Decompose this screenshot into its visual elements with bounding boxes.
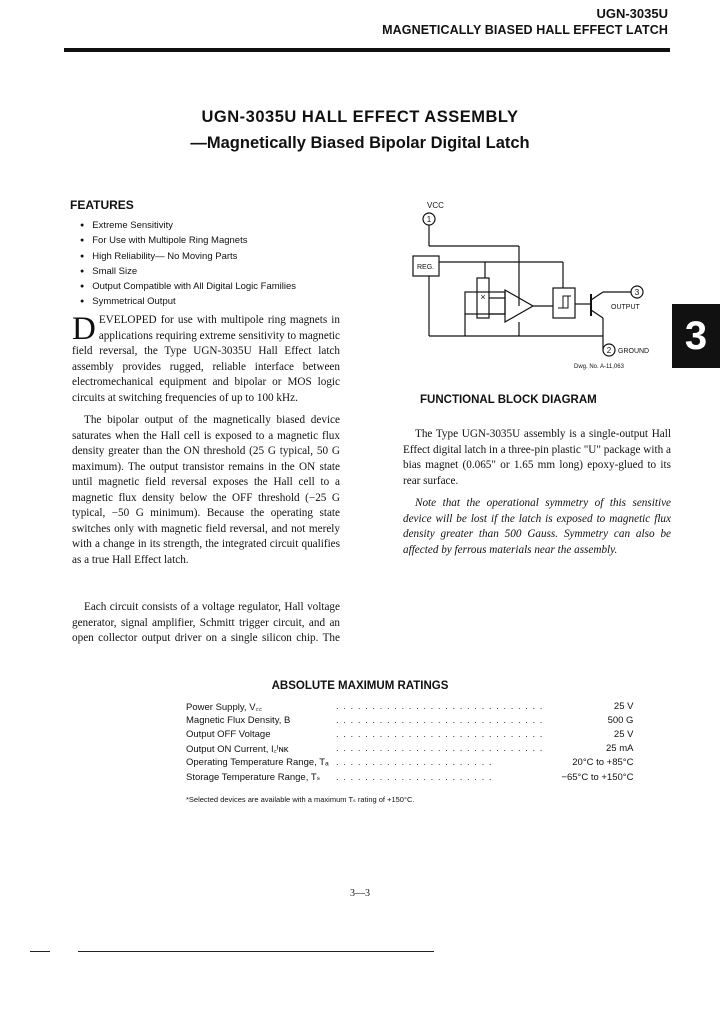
feature-item: ● Symmetrical Output xyxy=(80,295,296,310)
rating-label: Output OFF Voltage xyxy=(186,728,271,740)
rating-value: 500 G xyxy=(607,714,634,726)
rating-value: 25 V xyxy=(613,728,634,740)
rating-label: Power Supply, V꜀꜀ xyxy=(186,701,263,713)
rating-label: Magnetic Flux Density, B xyxy=(186,714,291,726)
body-note: Note that the operational symmetry of this sensitive device will be lost if the latch is exposed to magnetic flux density greater than 500 Gauss. Symmetry can also be affected by ferrous materials near the assembly. xyxy=(403,497,671,556)
body-paragraph-2: The bipolar output of the magnetically biased device saturates when the Hall cell is exposed to a magnetic flux density greater than the ON threshold (25 G typical, 50 G maximum). The output transistor remains in the ON state until magnetic field reversal exposes the Hall cell to a magnetic flux density below the OFF threshold (−25 G typical, −50 G minimum). Because the operating state switches only with magnetic field reversal, and not merely with a change in its strength, the integrated circuit qualifies as a true Hall Effect latch. xyxy=(72,414,340,566)
bottom-rule xyxy=(78,951,434,952)
bottom-rule-short xyxy=(30,951,50,952)
vcc-label: VCC xyxy=(427,201,444,210)
table-row: Magnetic Flux Density, B . . . . . . . . . . . . . . . . . . . . . . . . . . . . . 500 G xyxy=(186,714,634,726)
rating-value: 25 V xyxy=(613,700,634,712)
table-row: Output ON Current, I꜀ᴵɴᴋ . . . . . . . . . . . . . . . . . . . . . . . . . . . . . 25 mA xyxy=(186,743,634,756)
ratings-footnote: *Selected devices are available with a maximum Tₛ rating of +150°C. xyxy=(186,795,415,804)
body-paragraph-3: Each circuit consists of a voltage regulator, Hall voltage generator, signal amplifier, Schmitt trigger circuit, and an open collector output driver on a single silicon chip. The xyxy=(72,601,340,644)
feature-item: ● Small Size xyxy=(80,265,296,280)
regulator-label: REG. xyxy=(417,264,435,271)
feature-item: ● For Use with Multipole Ring Magnets xyxy=(80,234,296,249)
page-subtitle: —Magnetically Biased Bipolar Digital Latch xyxy=(190,134,530,152)
pin-1-label: 1 xyxy=(426,215,432,224)
body-paragraph-4: The Type UGN-3035U assembly is a single-output Hall Effect digital latch in a three-pin plastic "U" package with a bias magnet (0.065" or 1.65 mm long) epoxy-glued to its rear surface. xyxy=(403,428,671,487)
ratings-table xyxy=(186,699,633,784)
rating-label: Operating Temperature Range, Tₐ xyxy=(186,757,329,769)
rating-label: Storage Temperature Range, Tₛ xyxy=(186,771,321,783)
feature-item: ● Output Compatible with All Digital Logic Families xyxy=(80,280,296,295)
rating-value: −65°C to +150°C xyxy=(561,771,634,783)
pin-3-label: 3 xyxy=(634,288,640,297)
rating-value: 25 mA xyxy=(605,743,634,755)
feature-item: ● Extreme Sensitivity xyxy=(80,219,296,234)
rating-label: Output ON Current, I꜀ᴵɴᴋ xyxy=(186,744,289,756)
block-diagram-title: FUNCTIONAL BLOCK DIAGRAM xyxy=(420,394,597,406)
body-left-column xyxy=(72,313,340,575)
section-tab: 3 xyxy=(672,304,720,368)
feature-item: ● High Reliability— No Moving Parts xyxy=(80,250,296,265)
header-rule xyxy=(64,48,670,52)
body-right-column xyxy=(403,427,671,565)
table-row: Storage Temperature Range, Tₛ . . . . . . . . . . . . . . . . . . . . . . −65°C to +150°C xyxy=(186,771,634,783)
table-row: Power Supply, V꜀꜀ . . . . . . . . . . . . . . . . . . . . . . . . . . . . . 25 V xyxy=(186,700,634,713)
output-label: OUTPUT xyxy=(611,304,640,311)
functional-block-diagram xyxy=(405,196,655,376)
features-heading: FEATURES xyxy=(70,198,134,212)
rating-value: 20°C to +85°C xyxy=(572,757,634,769)
header-subtitle: MAGNETICALLY BIASED HALL EFFECT LATCH xyxy=(382,23,668,37)
body-left-column-continued xyxy=(72,600,340,653)
table-row: Operating Temperature Range, Tₐ . . . . . . . . . . . . . . . . . . . . . . 20°C to +85°C xyxy=(186,757,634,769)
ground-label: GROUND xyxy=(618,348,650,355)
schmitt-trigger-block xyxy=(553,288,575,318)
header-part-number: UGN-3035U xyxy=(596,6,668,21)
page-title: UGN-3035U HALL EFFECT ASSEMBLY xyxy=(201,108,519,126)
body-paragraph-1-text: EVELOPED for use with multipole ring magnets in applications requiring extreme sensitivity to magnetic field reversal, the Type UGN-3035U Hall Effect latch assembly provides rugged, reliable interface between electromechanical equipment and bipolar or MOS logic circuits at switching frequencies of up to 100 kHz. xyxy=(72,314,340,404)
hall-symbol: × xyxy=(480,292,486,302)
features-list xyxy=(80,219,296,311)
body-paragraph-1 xyxy=(72,313,340,406)
ratings-heading: ABSOLUTE MAXIMUM RATINGS xyxy=(271,680,449,692)
table-row: Output OFF Voltage . . . . . . . . . . . . . . . . . . . . . . . . . . . . . 25 V xyxy=(186,728,634,740)
pin-2-label: 2 xyxy=(606,346,612,355)
drawing-number: Dwg. No. A-11,063 xyxy=(574,364,624,370)
drop-cap: D xyxy=(72,311,96,347)
page-number: 3—3 xyxy=(350,888,370,899)
